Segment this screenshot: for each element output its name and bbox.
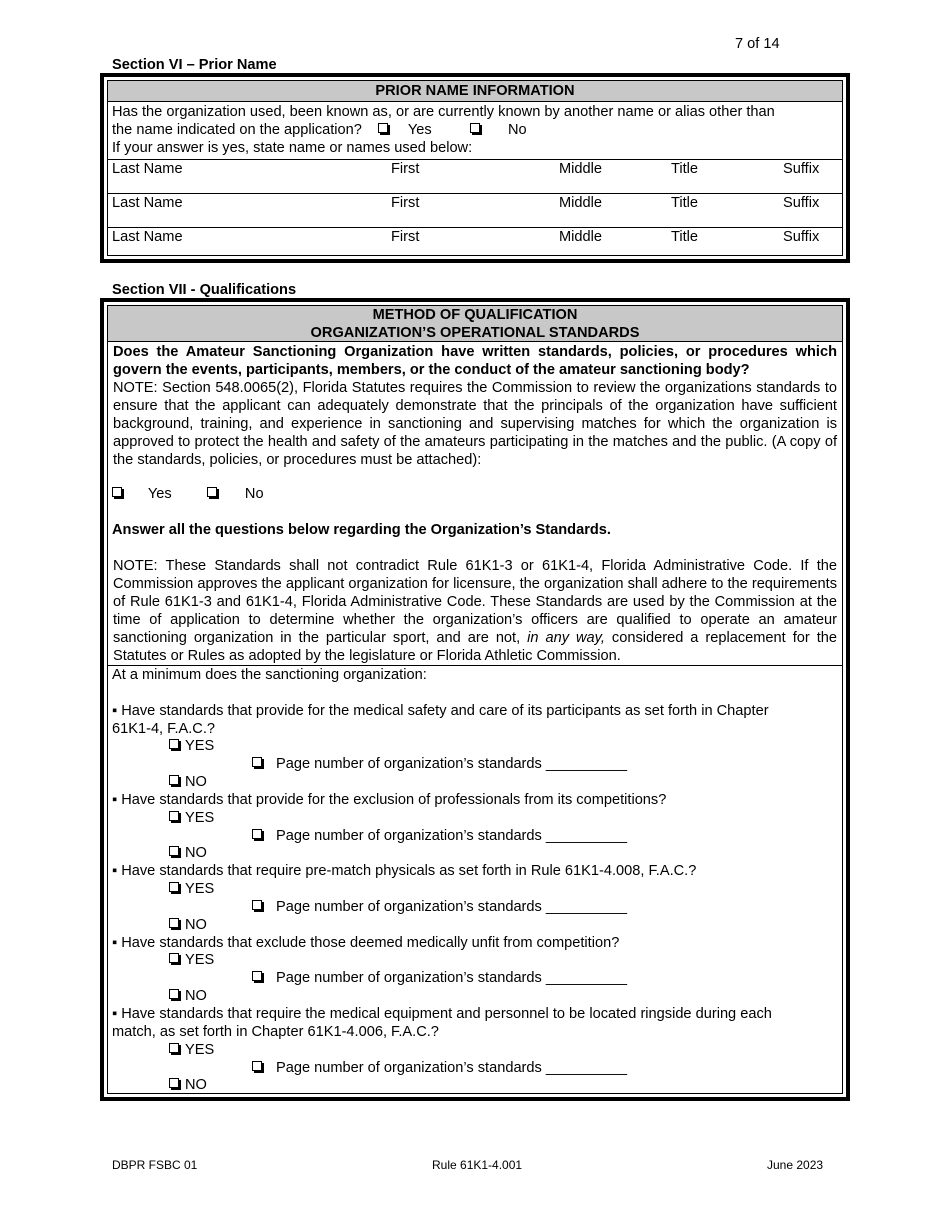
page-ref-label: Page number of organization’s standards __________ [276, 899, 628, 915]
suffix-label: Suffix [783, 195, 820, 211]
page-ref-label: Page number of organization’s standards __________ [276, 756, 628, 772]
first-name-label: First [391, 229, 420, 245]
name-row[interactable] [108, 227, 842, 261]
question-3-yes[interactable] [169, 881, 214, 899]
standards-question: Does the Amateur Sanctioning Organization have written standards, policies, or procedures which govern the events, participants, members, or the conduct of the amateur sanctioning body? [113, 344, 837, 378]
prior-name-question-line1: Has the organization used, been known as, or are currently known by another name or alias other than [112, 104, 775, 120]
question-5-line1: ▪ Have standards that require the medical equipment and personnel to be located ringside during each [112, 1006, 772, 1022]
no-label: NO [185, 917, 207, 933]
page-ref-label: Page number of organization’s standards __________ [276, 828, 628, 844]
middle-name-label: Middle [559, 195, 602, 211]
question-4-page-ref[interactable] [252, 970, 627, 988]
first-name-label: First [391, 195, 420, 211]
no-label: NO [185, 774, 207, 790]
title-label: Title [671, 229, 699, 245]
checkbox-icon[interactable] [252, 1061, 262, 1071]
checkbox-icon[interactable] [169, 882, 179, 892]
question-2-page-ref[interactable] [252, 828, 627, 846]
answer-all-instruction: Answer all the questions below regarding the Organization’s Standards. [112, 522, 611, 538]
no-label: NO [185, 1077, 207, 1093]
question-2-line1: ▪ Have standards that provide for the exclusion of professionals from its competitions? [112, 792, 667, 808]
prior-name-no-label: No [507, 122, 527, 138]
suffix-label: Suffix [783, 161, 820, 177]
last-name-label: Last Name [112, 195, 183, 211]
yes-label: YES [185, 881, 215, 897]
yes-label: YES [185, 810, 215, 826]
yes-label: YES [185, 952, 215, 968]
question-2-no[interactable] [169, 845, 207, 863]
standards-note-2 [113, 557, 837, 665]
name-row[interactable] [108, 159, 842, 193]
qualification-header-line2: ORGANIZATION’S OPERATIONAL STANDARDS [310, 324, 640, 341]
standards-no-label: No [244, 486, 264, 502]
divider [108, 665, 842, 666]
checkbox-icon[interactable] [252, 829, 262, 839]
note2-text-a: NOTE: These Standards shall not contradict Rule 61K1-3 or 61K1-4, Florida Administrative Code. If the Commission approves the applicant organization for licensure, the organization shall adhere to the requirements of Rule 61K1-3 and 61K1-4, Florida Administrative Code. These Standards are used by the Commission at the time of application to determine whether the organization’s officers are qualified to operate an amateur sanctioning organization in the particular sport, and are not, [113, 558, 837, 646]
name-row[interactable] [108, 193, 842, 227]
page-ref-label: Page number of organization’s standards __________ [276, 1060, 628, 1076]
footer-date: June 2023 [767, 1158, 824, 1172]
question-1-yes[interactable] [169, 738, 214, 756]
title-label: Title [671, 161, 699, 177]
minimum-heading: At a minimum does the sanctioning organization: [112, 667, 427, 683]
prior-name-instruction: If your answer is yes, state name or names used below: [112, 140, 473, 156]
question-1-page-ref[interactable] [252, 756, 627, 774]
question-2-yes[interactable] [169, 810, 214, 828]
first-name-label: First [391, 161, 420, 177]
checkbox-icon[interactable] [169, 846, 179, 856]
standards-note: NOTE: Section 548.0065(2), Florida Statutes requires the Commission to review the organizations standards to ensure that the applicant can adequately demonstrate that the principals of the organization have sufficient background, training, and experience in sanctioning and supervising matches for which the organization is approved to protect the health and safety of the amateurs participating in the matches and the public. (A copy of the standards, policies, or procedures must be attached): [113, 380, 837, 468]
title-label: Title [671, 195, 699, 211]
qualification-header [108, 306, 842, 342]
question-3-page-ref[interactable] [252, 899, 627, 917]
page-number: 7 of 14 [735, 36, 780, 52]
section-vi-title: Section VI – Prior Name [112, 57, 277, 73]
question-1-line1: ▪ Have standards that provide for the medical safety and care of its participants as set forth in Chapter [112, 703, 769, 719]
checkbox-icon[interactable] [252, 900, 262, 910]
section-vii-title: Section VII - Qualifications [112, 282, 297, 298]
qualification-box [100, 298, 850, 1101]
checkbox-icon[interactable] [169, 918, 179, 928]
checkbox-icon[interactable] [169, 1078, 179, 1088]
middle-name-label: Middle [559, 161, 602, 177]
no-label: NO [185, 845, 207, 861]
question-4-yes[interactable] [169, 952, 214, 970]
question-5-line2: match, as set forth in Chapter 61K1-4.006, F.A.C.? [112, 1024, 439, 1040]
checkbox-icon[interactable] [252, 971, 262, 981]
question-3-line1: ▪ Have standards that require pre-match physicals as set forth in Rule 61K1-4.008, F.A.C.? [112, 863, 697, 879]
checkbox-icon[interactable] [252, 757, 262, 767]
last-name-label: Last Name [112, 229, 183, 245]
prior-name-no-checkbox[interactable] [470, 123, 480, 133]
checkbox-icon[interactable] [169, 989, 179, 999]
page-ref-label: Page number of organization’s standards __________ [276, 970, 628, 986]
prior-name-header: PRIOR NAME INFORMATION [108, 81, 842, 102]
question-1-line2: 61K1-4, F.A.C.? [112, 721, 216, 737]
checkbox-icon[interactable] [169, 739, 179, 749]
suffix-label: Suffix [783, 229, 820, 245]
question-4-line1: ▪ Have standards that exclude those deemed medically unfit from competition? [112, 935, 620, 951]
checkbox-icon[interactable] [169, 775, 179, 785]
question-1-no[interactable] [169, 774, 207, 792]
standards-yes-no [112, 486, 264, 504]
last-name-label: Last Name [112, 161, 183, 177]
question-5-yes[interactable] [169, 1042, 214, 1060]
prior-name-question-line2 [112, 122, 527, 140]
question-5-page-ref[interactable] [252, 1060, 627, 1078]
question-5-no[interactable] [169, 1077, 207, 1095]
checkbox-icon[interactable] [169, 953, 179, 963]
question-text: the name indicated on the application? [112, 122, 362, 138]
no-label: NO [185, 988, 207, 1004]
prior-name-yes-checkbox[interactable] [378, 123, 388, 133]
footer-form-id: DBPR FSBC 01 [112, 1158, 198, 1172]
note2-italic: in any way, [527, 630, 605, 646]
middle-name-label: Middle [559, 229, 602, 245]
question-4-no[interactable] [169, 988, 207, 1006]
note2-text-b: considered a replacement for the Statutes or Rules as adopted by the legislature or Florida Athletic Commission. [113, 630, 837, 664]
checkbox-icon[interactable] [169, 1043, 179, 1053]
standards-yes-checkbox[interactable] [112, 487, 122, 497]
yes-label: YES [185, 1042, 215, 1058]
qualification-header-line1: METHOD OF QUALIFICATION [372, 307, 578, 323]
question-3-no[interactable] [169, 917, 207, 935]
standards-yes-label: Yes [147, 486, 172, 502]
yes-label: YES [185, 738, 215, 754]
standards-no-checkbox[interactable] [207, 487, 217, 497]
footer-rule: Rule 61K1-4.001 [432, 1158, 523, 1172]
prior-name-yes-label: Yes [407, 122, 432, 138]
prior-name-box [100, 73, 850, 263]
checkbox-icon[interactable] [169, 811, 179, 821]
